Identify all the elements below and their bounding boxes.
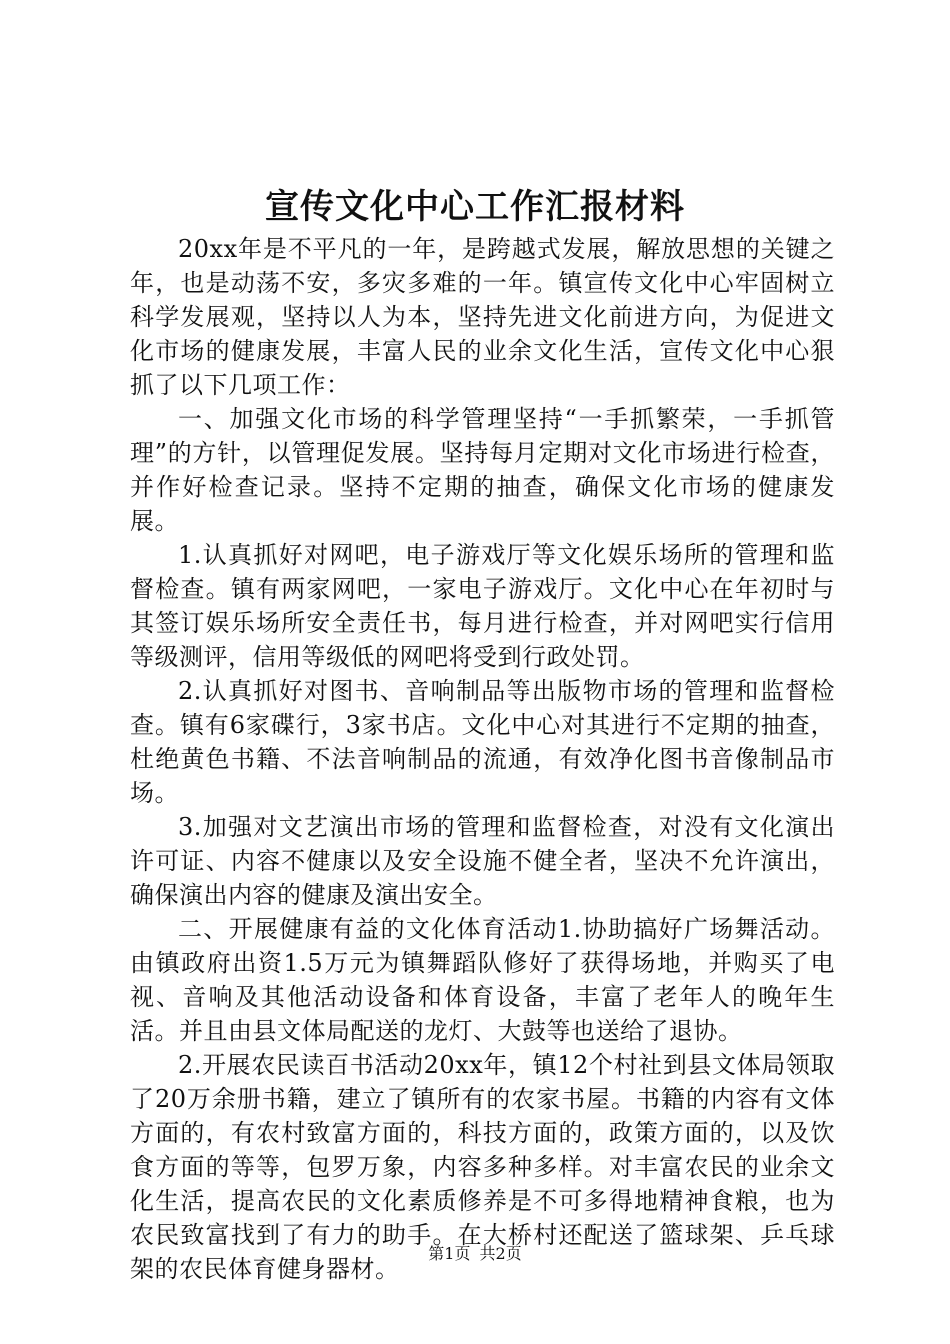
page-total: 共2页: [479, 1244, 522, 1263]
page-number: 第1页: [428, 1244, 471, 1263]
page-footer: [0, 1243, 950, 1265]
paragraph: 2.认真抓好对图书、音响制品等出版物市场的管理和监督检查。镇有6家碟行，3家书店。文化中心对其进行不定期的抽查，杜绝黄色书籍、不法音响制品的流通，有效净化图书音像制品市场。: [130, 677, 835, 807]
paragraph: 3.加强对文艺演出市场的管理和监督检查，对没有文化演出许可证、内容不健康以及安全设施不健全者，坚决不允许演出，确保演出内容的健康及演出安全。: [130, 813, 835, 909]
paragraph: 1.认真抓好对网吧，电子游戏厅等文化娱乐场所的管理和监督检查。镇有两家网吧，一家电子游戏厅。文化中心在年初时与其签订娱乐场所安全责任书，每月进行检查，并对网吧实行信用等级测评，信用等级低的网吧将受到行政处罚。: [130, 541, 835, 671]
paragraph: 20xx年是不平凡的一年，是跨越式发展，解放思想的关键之年，也是动荡不安，多灾多难的一年。镇宣传文化中心牢固树立科学发展观，坚持以人为本，坚持先进文化前进方向，为促进文化市场的健康发展，丰富人民的业余文化生活，宣传文化中心狠抓了以下几项工作：: [130, 235, 835, 399]
paragraph: 二、开展健康有益的文化体育活动1.协助搞好广场舞活动。由镇政府出资1.5万元为镇舞蹈队修好了获得场地，并购买了电视、音响及其他活动设备和体育设备，丰富了老年人的晚年生活。并且由县文体局配送的龙灯、大鼓等也送给了退协。: [130, 915, 835, 1045]
paragraph: 2.开展农民读百书活动20xx年，镇12个村社到县文体局领取了20万余册书籍，建立了镇所有的农家书屋。书籍的内容有文体方面的，有农村致富方面的，科技方面的，政策方面的，以及饮食方面的等等，包罗万象，内容多种多样。对丰富农民的业余文化生活，提高农民的文化素质修养是不可多得地精神食粮，也为农民致富找到了有力的助手。在大桥村还配送了篮球架、乒乓球架的农民体育健身器材。: [130, 1051, 835, 1283]
document-body: [130, 232, 835, 1286]
document-title: 宣传文化中心工作汇报材料: [265, 187, 685, 227]
paragraph: 一、加强文化市场的科学管理坚持“一手抓繁荣，一手抓管理”的方针，以管理促发展。坚持每月定期对文化市场进行检查，并作好检查记录。坚持不定期的抽查，确保文化市场的健康发展。: [130, 405, 835, 535]
